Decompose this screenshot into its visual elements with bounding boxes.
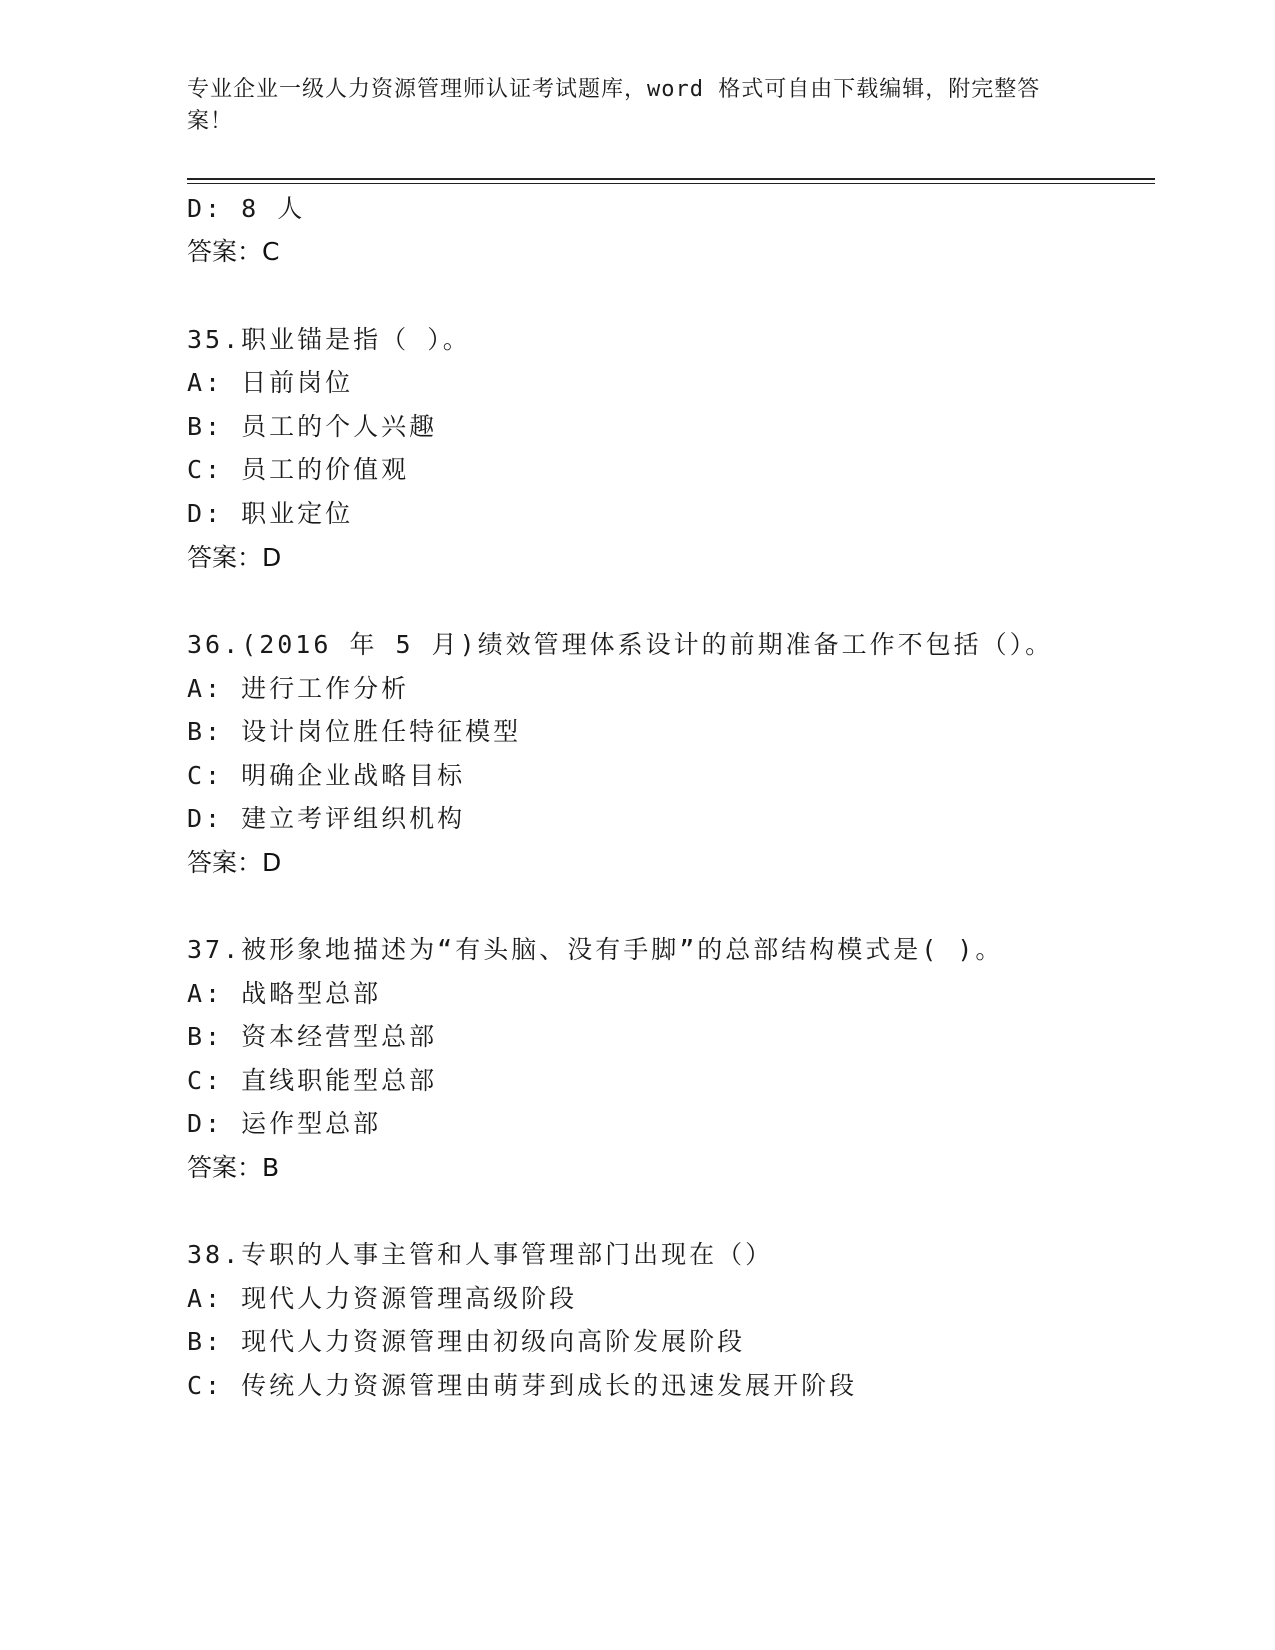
option-a: A: 进行工作分析 xyxy=(187,674,410,703)
option-b: B: 资本经营型总部 xyxy=(187,1022,438,1051)
header-divider-thick xyxy=(187,178,1155,180)
option-d: D: 职业定位 xyxy=(187,499,354,528)
question-stem: 37.被形象地描述为“有头脑、没有手脚”的总部结构模式是( )。 xyxy=(187,935,1004,964)
question-stem: 35.职业锚是指（ ）。 xyxy=(187,325,471,354)
option-a: A: 日前岗位 xyxy=(187,368,354,397)
option-c: C: 明确企业战略目标 xyxy=(187,761,466,790)
answer-label: 答案：C xyxy=(187,237,280,266)
page-header-text: 专业企业一级人力资源管理师认证考试题库，word 格式可自由下载编辑，附完整答案！ xyxy=(187,77,1041,134)
option-d: D: 8 人 xyxy=(187,194,306,223)
option-a: A: 战略型总部 xyxy=(187,979,382,1008)
question-stem: 38.专职的人事主管和人事管理部门出现在（） xyxy=(187,1240,774,1269)
question-stem: 36.(2016 年 5 月)绩效管理体系设计的前期准备工作不包括（）。 xyxy=(187,630,1054,659)
option-b: B: 现代人力资源管理由初级向高阶发展阶段 xyxy=(187,1327,746,1356)
option-a: A: 现代人力资源管理高级阶段 xyxy=(187,1284,578,1313)
option-c: C: 传统人力资源管理由萌芽到成长的迅速发展开阶段 xyxy=(187,1371,858,1400)
option-d: D: 建立考评组织机构 xyxy=(187,804,466,833)
option-c: C: 员工的价值观 xyxy=(187,455,410,484)
option-b: B: 设计岗位胜任特征模型 xyxy=(187,717,522,746)
option-c: C: 直线职能型总部 xyxy=(187,1066,438,1095)
answer-label: 答案：D xyxy=(187,543,282,572)
answer-label: 答案：D xyxy=(187,848,282,877)
option-b: B: 员工的个人兴趣 xyxy=(187,412,438,441)
answer-label: 答案：B xyxy=(187,1153,280,1182)
header-divider-thin xyxy=(187,183,1155,184)
option-d: D: 运作型总部 xyxy=(187,1109,382,1138)
